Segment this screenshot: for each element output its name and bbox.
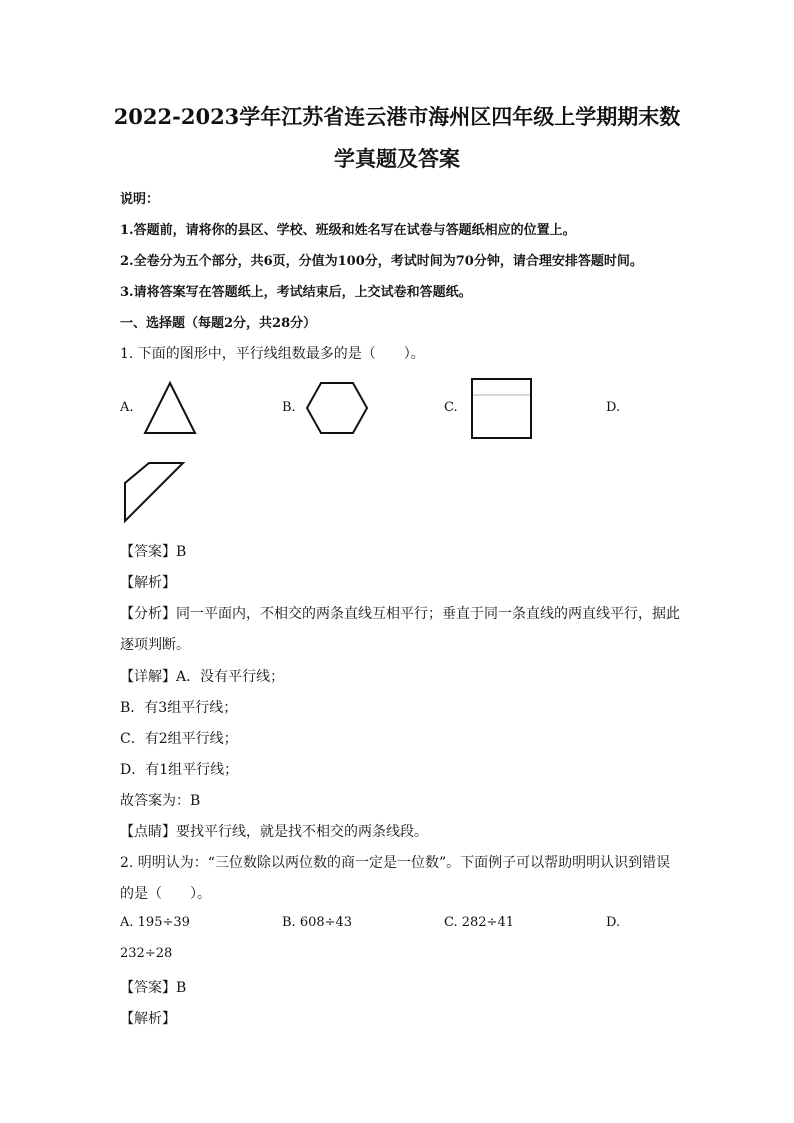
- q2-option-d-value: 232÷28: [120, 946, 173, 961]
- q1-detail-b: B．有3组平行线；: [120, 700, 238, 716]
- section-1-heading: 一、选择题（每题2分，共28分）: [120, 316, 317, 331]
- q1-analysis-heading: 【解析】: [120, 575, 176, 591]
- q1-option-d-label: D.: [606, 400, 621, 415]
- trapezoid-shape: [123, 461, 187, 523]
- q1-dianjing: 【点睛】要找平行线，就是找不相交的两条线段。: [120, 824, 428, 840]
- q1-detail-a: 【详解】A．没有平行线；: [120, 669, 285, 685]
- q2-option-c: C. 282÷41: [444, 915, 514, 930]
- note-item-1: 1.答题前，请将你的县区、学校、班级和姓名写在试卷与答题纸相应的位置上。: [120, 223, 576, 238]
- q2-option-b: B. 608÷43: [282, 915, 353, 930]
- q1-conclusion: 故答案为：B: [120, 793, 201, 809]
- q1-option-b-label: B.: [282, 400, 296, 415]
- q1-answer: 【答案】B: [120, 544, 187, 560]
- q1-detail-d: D．有1组平行线；: [120, 762, 239, 778]
- q1-stem: 1. 下面的图形中，平行线组数最多的是（ ）。: [120, 346, 425, 362]
- note-item-2: 2.全卷分为五个部分，共6页，分值为100分，考试时间为70分钟，请合理安排答题时间。: [120, 254, 643, 269]
- q2-analysis-heading: 【解析】: [120, 1011, 176, 1027]
- q1-fenxi-line-1: 【分析】同一平面内，不相交的两条直线互相平行；垂直于同一条直线的两直线平行，据此: [120, 606, 680, 622]
- note-item-3: 3.请将答案写在答题纸上，考试结束后，上交试卷和答题纸。: [120, 285, 472, 300]
- q2-stem-line-1: 2. 明明认为：“三位数除以两位数的商一定是一位数”。下面例子可以帮助明明认识到错误: [120, 855, 671, 871]
- q1-option-a-label: A.: [120, 400, 134, 415]
- hexagon-shape: [305, 381, 369, 435]
- notes-heading: 说明：: [120, 192, 160, 207]
- q1-option-c-label: C.: [444, 400, 458, 415]
- q2-option-d-label: D.: [606, 915, 621, 930]
- title-line-2: 学真题及答案: [334, 146, 460, 171]
- square-shape: [471, 378, 533, 440]
- q1-fenxi-line-2: 逐项判断。: [120, 637, 190, 653]
- q2-stem-line-2: 的是（ ）。: [120, 886, 211, 902]
- triangle-shape: [143, 381, 197, 435]
- title-line-1: 2022-2023学年江苏省连云港市海州区四年级上学期期末数: [113, 104, 681, 129]
- q2-answer: 【答案】B: [120, 980, 187, 996]
- q2-option-a: A. 195÷39: [120, 915, 190, 930]
- q1-detail-c: C．有2组平行线；: [120, 731, 238, 747]
